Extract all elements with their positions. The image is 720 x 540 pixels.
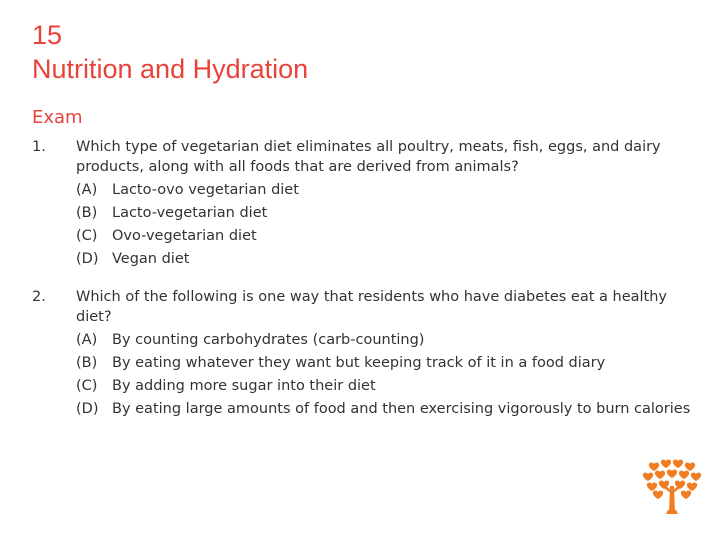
answer-option [76,225,702,248]
question-list [32,136,702,436]
option-letter: (C) [76,378,98,394]
option-letter: (A) [76,182,98,198]
option-letter: (C) [76,228,98,244]
option-text: Lacto-ovo vegetarian diet [112,182,299,198]
option-letter: (A) [76,332,98,348]
hartman-logo [640,458,704,534]
slide-title [32,18,308,86]
option-text: By eating large amounts of food and then exercising vigorously to burn calories [112,401,691,417]
question-text: Which of the following is one way that residents who have diabetes eat a healthy diet? [76,289,668,325]
section-label: Exam [32,107,83,128]
question-1 [32,136,702,271]
answer-option [76,398,702,421]
answer-option [76,248,702,271]
question-number: 1. [32,139,46,155]
answer-option [76,179,702,202]
tree-of-hearts-icon [640,458,704,534]
question-text: Which type of vegetarian diet eliminates all poultry, meats, fish, eggs, and dairy products, along with all foods that are derived from animals? [76,139,661,175]
question-number: 2. [32,289,46,305]
option-text: Vegan diet [112,251,190,267]
option-letter: (B) [76,355,98,371]
chapter-title: Nutrition and Hydration [32,54,309,84]
chapter-number: 15 [32,20,63,50]
option-text: By counting carbohydrates (carb-counting) [112,332,425,348]
option-letter: (D) [76,401,99,417]
question-2 [32,286,702,421]
answer-option [76,352,702,375]
answer-option [76,375,702,398]
option-text: Ovo-vegetarian diet [112,228,257,244]
answer-option [76,329,702,352]
option-letter: (D) [76,251,99,267]
answer-option [76,202,702,225]
option-text: By adding more sugar into their diet [112,378,376,394]
option-text: By eating whatever they want but keeping track of it in a food diary [112,355,606,371]
option-letter: (B) [76,205,98,221]
option-text: Lacto-vegetarian diet [112,205,268,221]
